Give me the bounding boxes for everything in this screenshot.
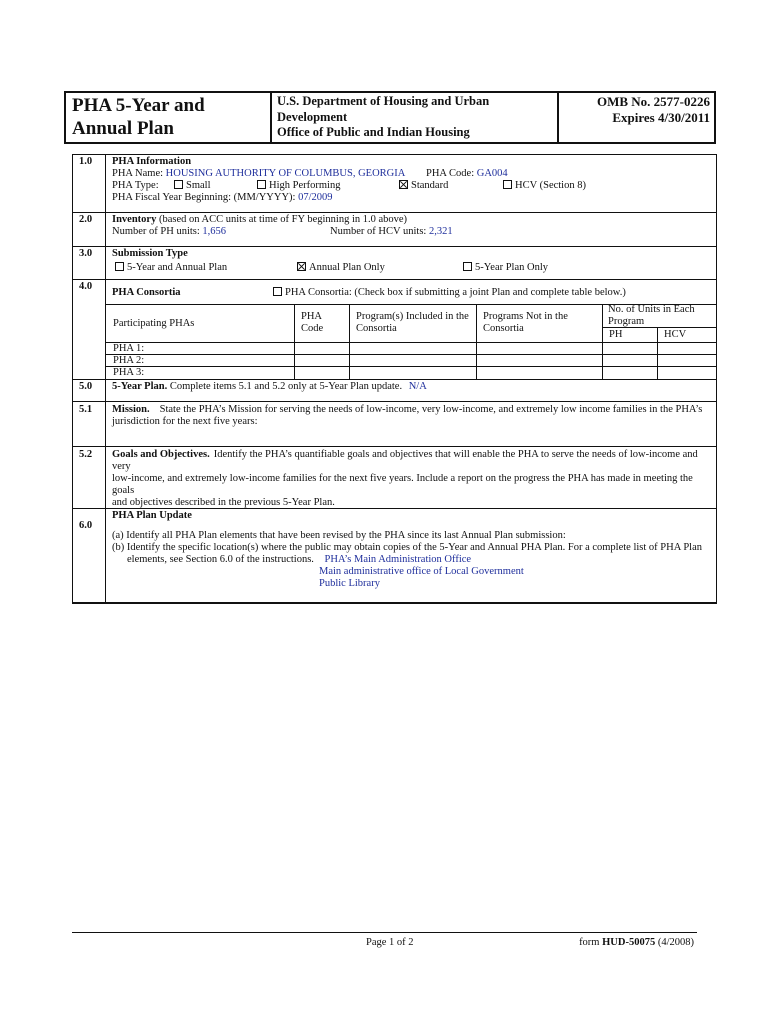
type-standard-option[interactable]: Standard xyxy=(399,180,448,192)
five-year-plan xyxy=(112,381,427,393)
type-high-performing-option[interactable]: High Performing xyxy=(257,180,340,192)
section-number: 1.0 xyxy=(79,156,93,167)
checkbox-icon[interactable] xyxy=(273,287,282,296)
location-main-office: PHA’s Main Administration Office xyxy=(324,554,472,565)
section-number: 4.0 xyxy=(79,281,93,292)
mission: Mission. State the PHA’s Mission for serving the needs of low-income, very low-income, and extremely low income families in the PHA’s jurisdiction for the next five years: xyxy=(112,404,703,427)
pha-code-value: GA004 xyxy=(476,168,508,179)
header-divider-1 xyxy=(270,91,272,144)
five-year-plan-only-option[interactable]: 5-Year Plan Only xyxy=(463,262,548,274)
consortia-checkbox-option[interactable]: PHA Consortia: (Check box if submitting a joint Plan and complete table below.) xyxy=(273,287,626,299)
row-separator xyxy=(72,446,717,447)
section-heading: PHA Plan Update xyxy=(112,510,192,521)
checkbox-icon[interactable] xyxy=(115,262,124,271)
five-year-plan-value: N/A xyxy=(408,381,427,392)
ph-units-value: 1,656 xyxy=(202,226,227,237)
ph-units-label: Number of PH units: xyxy=(112,226,200,237)
checkbox-icon[interactable] xyxy=(503,180,512,189)
header-divider-2 xyxy=(557,91,559,144)
omb-info: OMB No. 2577-0226 Expires 4/30/2011 xyxy=(596,94,710,125)
pha-name-label: PHA Name: xyxy=(112,168,164,179)
row-separator xyxy=(72,246,717,247)
item-b: (b) Identify the specific location(s) where the public may obtain copies of the 5-Year and Annual PHA Plan. For a complete list of PHA Plan xyxy=(112,542,703,553)
form-number: form HUD-50075 (4/2008) xyxy=(579,937,694,948)
table-row-label: PHA 3: xyxy=(113,367,145,378)
row-separator xyxy=(72,379,717,380)
location-local-government: Main administrative office of Local Government xyxy=(319,566,524,577)
submission-type xyxy=(112,248,712,274)
col-hcv: HCV xyxy=(664,329,687,340)
section-number: 5.2 xyxy=(79,449,93,460)
location-public-library: Public Library xyxy=(319,578,380,589)
section-number: 5.1 xyxy=(79,404,93,415)
five-year-plan-text: Complete items 5.1 and 5.2 only at 5-Year Plan update. xyxy=(169,381,403,392)
checkbox-icon[interactable] xyxy=(463,262,472,271)
inventory xyxy=(112,214,712,238)
section-number: 3.0 xyxy=(79,248,93,259)
col-programs-included: Program(s) Included in the Consortia xyxy=(356,311,469,334)
grid-line xyxy=(105,354,717,355)
section-heading: 5-Year Plan. xyxy=(112,381,168,392)
checked-checkbox-icon[interactable] xyxy=(399,180,408,189)
page-number: Page 1 of 2 xyxy=(366,937,414,948)
row-separator xyxy=(72,279,717,280)
section-number: 2.0 xyxy=(79,214,93,225)
col-participating-phas: Participating PHAs xyxy=(113,318,195,329)
checkbox-icon[interactable] xyxy=(174,180,183,189)
section-heading: Mission. xyxy=(112,404,150,415)
form-title: PHA 5-Year and Annual Plan xyxy=(72,95,205,139)
item-a: (a) Identify all PHA Plan elements that have been revised by the PHA since its last Annual Plan submission: xyxy=(112,530,566,541)
pha-type-label: PHA Type: xyxy=(112,180,159,191)
section-heading: Goals and Objectives. xyxy=(112,449,210,460)
type-hcv-option[interactable]: HCV (Section 8) xyxy=(503,180,586,192)
pha-information xyxy=(112,156,712,204)
section-heading: PHA Consortia xyxy=(112,287,181,298)
department-name: U.S. Department of Housing and Urban Development Office of Public and Indian Housing xyxy=(277,94,490,139)
col-units-per-program: No. of Units in Each Program xyxy=(608,304,695,327)
inventory-note: (based on ACC units at time of FY beginning in 1.0 above) xyxy=(158,214,408,225)
checkbox-icon[interactable] xyxy=(257,180,266,189)
grid-line xyxy=(105,366,717,367)
section-heading: PHA Information xyxy=(112,156,192,167)
col-ph: PH xyxy=(609,329,623,340)
hcv-units-value: 2,321 xyxy=(428,226,453,237)
section-heading: Inventory xyxy=(112,214,157,225)
pha-code-label: PHA Code: xyxy=(426,168,475,179)
col-programs-not-included: Programs Not in the Consortia xyxy=(483,311,568,334)
fiscal-year-label: PHA Fiscal Year Beginning: (MM/YYYY): xyxy=(112,192,296,203)
annual-plan-only-option[interactable]: Annual Plan Only xyxy=(297,262,385,274)
type-small-option[interactable]: Small xyxy=(174,180,211,192)
pha-plan-update: PHA Plan Update (a) Identify all PHA Plan elements that have been revised by the PHA since its last Annual Plan submission: (b) Identify the specific location(s) where the public may obtain copies of the 5-Year and Annual PHA Plan. For a complete list of PHA Plan elements, see Section 6.0 of the instructions. PHA’s Main Administration Office Main administrative office of Local Government Public Library xyxy=(112,510,712,590)
table-row-label: PHA 2: xyxy=(113,355,145,366)
col-pha-code: PHA Code xyxy=(301,311,324,334)
five-year-and-annual-option[interactable]: 5-Year and Annual Plan xyxy=(115,262,227,274)
section-heading: Submission Type xyxy=(112,248,188,259)
pha-name-value: HOUSING AUTHORITY OF COLUMBUS, GEORGIA xyxy=(165,168,406,179)
hcv-units-label: Number of HCV units: xyxy=(330,226,427,237)
footer-rule xyxy=(72,932,697,933)
checked-checkbox-icon[interactable] xyxy=(297,262,306,271)
fiscal-year-value: 07/2009 xyxy=(298,192,333,203)
row-separator xyxy=(72,212,717,213)
table-row-label: PHA 1: xyxy=(113,343,145,354)
goals-and-objectives: Goals and Objectives. Identify the PHA’s quantifiable goals and objectives that will enable the PHA to serve the needs of low-income and very low-income, and extremely low-income families for the next five years. Include a report on the progress the PHA has made in meeting the goals and objectives described in the previous 5-Year Plan. xyxy=(112,449,698,508)
section-number: 5.0 xyxy=(79,381,93,392)
grid-line xyxy=(105,342,717,343)
section-number: 6.0 xyxy=(79,520,93,531)
grid-line xyxy=(657,327,658,379)
row-separator xyxy=(72,401,717,402)
